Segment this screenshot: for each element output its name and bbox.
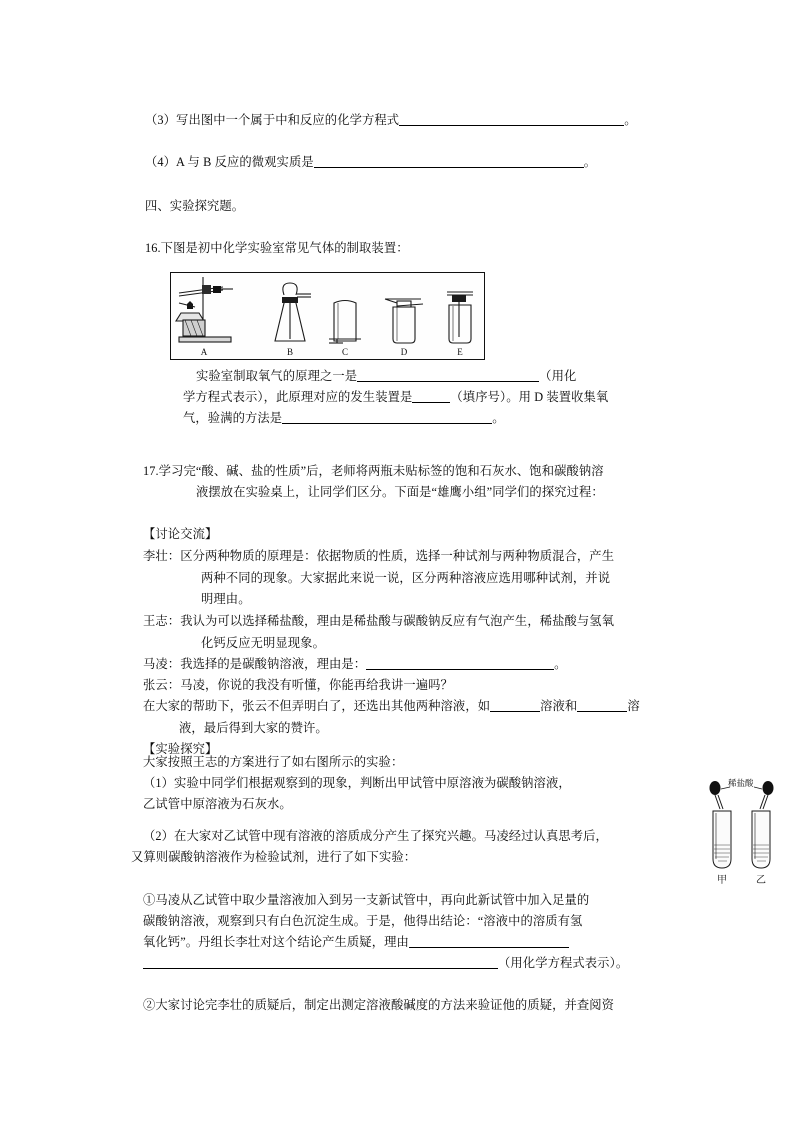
- apparatus-label-d: D: [400, 347, 408, 357]
- speaker-name: 李壮：: [143, 549, 181, 563]
- dialogue-conclusion: [143, 696, 658, 739]
- dialogue-entry-lizhuang: [143, 546, 655, 611]
- q15-part3-text: 写出图中一个属于中和反应的化学方程式: [176, 113, 400, 127]
- q17-item1-line3-text: 氧化钙”。丹组长李壮对这个结论产生质疑，理由: [143, 935, 409, 949]
- experiment-heading: 【实验探究】: [143, 742, 218, 756]
- dialogue-entry-maling: [143, 654, 655, 676]
- q17-number: 17.: [143, 464, 159, 478]
- answer-blank[interactable]: [143, 968, 498, 969]
- discussion-heading: 【讨论交流】: [143, 527, 218, 541]
- dialogue-line: 明理由。: [201, 592, 251, 606]
- q16-body-line2a: 学方程式表示），此原理对应的发生装置是: [183, 390, 413, 404]
- question-16-body-line2: [183, 387, 653, 409]
- q16-body-line3: 气，验满的方法是: [183, 411, 283, 425]
- q17-item1-line4: [143, 953, 655, 975]
- question-15-part-4: [145, 152, 650, 174]
- answer-blank[interactable]: [577, 711, 627, 712]
- apparatus-label-e: E: [457, 347, 463, 357]
- reagent-label: 稀盐酸: [728, 778, 754, 788]
- answer-blank[interactable]: [314, 167, 584, 168]
- conclusion-line2: 液，最后得到大家的赞许。: [179, 720, 328, 735]
- answer-blank[interactable]: [282, 423, 492, 424]
- q17-part1-line2: 乙试管中原溶液为石灰水。: [143, 797, 292, 811]
- tube-label-yi: 乙: [756, 875, 766, 886]
- q16-body-line3-tail: 。: [492, 411, 505, 425]
- apparatus-label-b: B: [286, 347, 294, 357]
- q17-item1-line2: 碳酸钠溶液，观察到只有白色沉淀生成。于是，他得出结论：“溶液中的溶质有氢: [143, 914, 583, 928]
- dialogue-entry-wangzhi: [143, 611, 655, 654]
- test-tube-drawing: [694, 775, 790, 890]
- question-16-body: [196, 366, 652, 388]
- q15-part3-trailing: 。: [624, 113, 637, 127]
- tube-label-jia: 甲: [717, 875, 727, 886]
- answer-blank[interactable]: [357, 381, 539, 382]
- conclusion-line1a: 在大家的帮助下，张云不但弄明白了，还选出其他两种溶液，如: [143, 699, 491, 713]
- answer-blank[interactable]: [366, 669, 554, 670]
- speaker-name: 马凌：: [143, 657, 181, 671]
- question-16-body-line3: [183, 408, 653, 430]
- dialogue-line: 区分两种物质的原理是：依据物质的性质，选择一种试剂与两种物质混合，产生: [180, 549, 615, 563]
- conclusion-line1c: 溶: [627, 699, 640, 713]
- q16-body-line2b: （填序号）。用 D 装置收集氧: [450, 390, 609, 404]
- dialogue-line: 两种不同的现象。大家据此来说一说，区分两种溶液应选用哪种试剂，并说: [201, 570, 611, 585]
- answer-blank[interactable]: [409, 947, 569, 948]
- q15-part3-number: （3）: [145, 113, 177, 127]
- answer-blank[interactable]: [490, 711, 540, 712]
- section-heading: 四、实验探究题。: [145, 199, 245, 213]
- q17-item1-line1: ①马凌从乙试管中取少量溶液加入到另一支新试管中，再向此新试管中加入足量的: [143, 893, 590, 907]
- q16-stem-text: 下图是初中化学实验室常见气体的制取装置：: [160, 241, 409, 255]
- q17-part2-line2: 又算则碳酸钠溶液作为检验试剂，进行了如下实验：: [131, 850, 417, 864]
- question-16-stem: [145, 238, 409, 260]
- two-test-tubes-figure: [694, 775, 790, 890]
- q16-body-line1-tail: （用化: [539, 369, 577, 383]
- q17-item2-line1: ②大家讨论完李壮的质疑后，制定出测定溶液酸碱度的方法来验证他的质疑，并查阅资: [143, 998, 615, 1012]
- speaker-name: 张云：: [143, 678, 181, 692]
- q17-part2-line1: （2）在大家对乙试管中现有溶液的溶质成分产生了探究兴趣。马凌经过认真思考后，: [143, 829, 608, 843]
- q16-number: 16.: [145, 241, 161, 255]
- dialogue-line: 化钙反应无明显现象。: [201, 635, 325, 650]
- apparatus-drawing: [171, 273, 484, 359]
- apparatus-label-a: A: [200, 347, 208, 357]
- dialogue-line: 我选择的是碳酸钠溶液，理由是：: [180, 657, 367, 671]
- q17-part1-line1: （1）实验中同学们根据观察到的现象，判断出甲试管中原溶液为碳酸钠溶液，: [143, 776, 571, 790]
- q15-part4-text: A 与 B 反应的微观实质是: [176, 155, 314, 169]
- q17-item1-line4-tail: （用化学方程式表示）。: [498, 956, 629, 970]
- question-17-stem-line2: 液摆放在实验桌上，让同学们区分。下面是“雄鹰小组”同学们的探究过程：: [196, 485, 604, 499]
- speaker-name: 王志：: [143, 614, 181, 628]
- answer-blank[interactable]: [412, 402, 450, 403]
- answer-blank[interactable]: [399, 125, 624, 126]
- dialogue-entry-zhangyun: [143, 675, 655, 697]
- q15-part4-trailing: 。: [583, 155, 597, 169]
- experiment-intro: 大家按照王志的方案进行了如右图所示的实验：: [143, 755, 404, 769]
- apparatus-label-c: C: [341, 347, 349, 357]
- question-17-stem-line1: [143, 461, 653, 483]
- q17-stem-line1: 学习完“酸、碱、盐的性质”后，老师将两瓶未贴标签的饱和石灰水、饱和碳酸钠溶: [158, 464, 604, 478]
- q15-part4-number: （4）: [145, 155, 177, 169]
- q16-body-line1: 实验室制取氧气的原理之一是: [196, 369, 358, 383]
- question-15-part-3: [145, 110, 650, 132]
- q17-item1-line3: [143, 932, 655, 954]
- gas-preparation-apparatus-figure: [170, 272, 485, 360]
- dialogue-trailing: 。: [554, 657, 567, 671]
- dialogue-line: 马凌，你说的我没有听懂，你能再给我讲一遍吗？: [180, 678, 453, 692]
- dialogue-line: 我认为可以选择稀盐酸，理由是稀盐酸与碳酸钠反应有气泡产生，稀盐酸与氢氧: [180, 614, 615, 628]
- conclusion-line1b: 溶液和: [540, 699, 578, 713]
